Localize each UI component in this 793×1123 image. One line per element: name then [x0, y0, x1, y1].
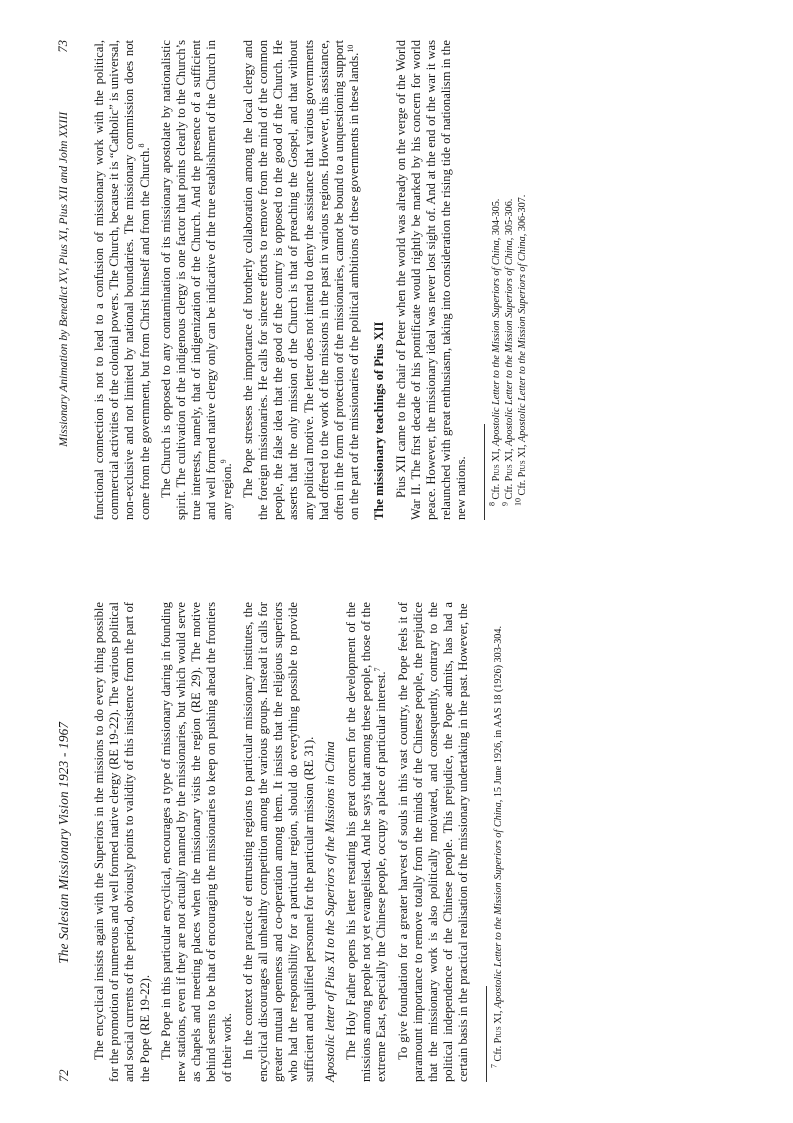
footnote [489, 602, 505, 1082]
footnote-cfr: Cfr. [517, 479, 529, 496]
footnotes [487, 40, 530, 520]
footnote-rest: 15 June 1926, in AAS 18 (1926) 303-304. [492, 625, 504, 798]
footnote-ref: 7 [373, 667, 383, 672]
left-running-head [56, 602, 78, 1082]
footnote-title: Apostolic Letter to the Mission Superiors of China, [517, 233, 529, 442]
footnotes [489, 602, 505, 1082]
footnote-cfr: Cfr. [490, 483, 502, 500]
paragraph-text: The Church is opposed to any contamination of its missionary apostolate by nationalistic spirit. The cultivation of the indigenous clergy is one factor that points clearly to the Church’s true interests, namely, that of indigenization of the Church. And the presence of a sufficient and well formed native clergy only can be indicative of the true establishment of the Church in any region. [158, 40, 234, 520]
paragraph: In the context of the practice of entrusting regions to particular missionary institutes, the encyclical discourages all unhealthy competition among the various groups. Instead it calls for greater mutual openness and co-operation among them. It insists that the religious superiors who had the responsibility for a particular region, should do everything possible to provide sufficient and qualified personnel for the particular mission (RE 31). [240, 602, 316, 1082]
footnote-divider [486, 986, 487, 1082]
footnote-title: Apostolic Letter to the Mission Superiors of China, [492, 799, 504, 1008]
running-head-title: Missionary Animation by Benedict XV, Pius XI, Pius XII and John XXIII [57, 111, 70, 447]
paragraph [92, 40, 153, 520]
right-body-text [92, 40, 470, 520]
footnote-title: Apostolic Letter to the Mission Superiors of China, [504, 237, 516, 446]
footnote-ref: 9 [218, 459, 228, 464]
paragraph: Pius XII came to the chair of Peter when the world was already on the verge of the World War II. The first decade of his pontificate would rightly be marked by his concern for world peace. However, the missionary ideal was never lost sight of. And at the end of the war it was relaunched with great enthusiasm, taking into consideration the rising tide of nationalism in the new nations. [393, 40, 469, 520]
right-page-wrap [0, 0, 793, 561]
footnote-author: Pius XI, [517, 444, 529, 478]
footnote-cfr: Cfr. [504, 483, 516, 500]
footnote [487, 40, 503, 520]
paragraph: The encyclical insists again with the Superiors in the missions to do every thing possible for the promotion of numerous and well formed native clergy (RE 19-22). The various political and social currents of the period, obviously points to validity of this insistence from the part of the Pope (RE 19-22). [92, 602, 152, 1082]
footnote-number: 10 [514, 498, 524, 506]
paragraph [344, 602, 390, 1082]
footnote-rest: 306-307. [517, 194, 529, 232]
paragraph: The Pope in this particular encyclical, encourages a type of missionary daring in founding new stations, even if they are not actually manned by the missionaries, but which would serve as chapels and meeting places when the missionary visits the region (RE 29). The motive behind seems to be that of encouraging the missionaries to keep on pushing ahead the frontiers of their work. [158, 602, 234, 1082]
paragraph-text: The Holy Father opens his letter restating his great concern for the development of the missions among people not yet evangelised. And he says that among these people, those of the extreme East, especially the Chinese people, occupy a place of particular interest. [344, 602, 389, 1082]
footnote-author: Pius XI, [492, 1010, 504, 1044]
footnote-number: 7 [489, 1064, 499, 1068]
section-heading: The missionary teachings of Pius XII [372, 321, 387, 520]
footnote-author: Pius XI, [490, 448, 502, 482]
running-head-title: The Salesian Missionary Vision 1923 - 1967 [56, 721, 71, 964]
paragraph-text: The Pope stresses the importance of brotherly collaboration among the local clergy and the foreign missionaries. He calls for sincere efforts to remove from the mind of the common people, the false idea that the good of the country is opposed to the good of the Church. He asserts that the only mission of the Church is that of preaching the Gospel, and that without any political motive. The letter does not intend to deny the assistance that various governments had offered to the work of the missions in the past in various regions. However, this assistance, often in the form of protection of the missionaries, cannot be bound to a unquestioning support on the part of the missionaries of the political ambitions of these governments in these lands. [240, 40, 362, 520]
footnote-rest: 304-305. [490, 198, 502, 236]
paragraph-text: functional connection is not to lead to a confusion of missionary work with the political, commercial activities of the colonial powers. The Church, because it is “Catholic” is universal, non-exclusive and not limited by national boundaries. The missionary commission does not come from the government, but from Christ himself and from the Church. [92, 40, 152, 520]
section-heading: Apostolic letter of Pius XI to the Superiors of the Missions in China [322, 741, 337, 1082]
left-body-text [92, 602, 472, 1082]
paragraph: To give foundation for a greater harvest of souls in this vast country, the Pope feels it of paramount importance to remove totally from the minds of the Chinese people, the prejudice that the missionary work is also politically motivated, and consequently, contrary to the political independence of the Chinese people. This prejudice, the Pope admits, has had a certain basis in the practical realisation of the missionary undertaking in the past. However, the [395, 602, 471, 1082]
footnote-number: 9 [500, 502, 510, 506]
right-page [56, 40, 736, 520]
page-number: 73 [56, 40, 70, 53]
paragraph [241, 40, 363, 520]
footnote-title: Apostolic Letter to the Mission Superiors of China, [490, 237, 502, 446]
left-page-wrap [0, 562, 793, 1123]
footnote [500, 40, 516, 520]
right-running-head [56, 40, 78, 520]
page-number: 72 [57, 1069, 71, 1082]
left-page [56, 602, 736, 1082]
footnote-ref: 8 [136, 143, 146, 148]
footnote-author: Pius XI, [504, 448, 516, 482]
footnote-rest: 305-306. [504, 198, 516, 236]
paragraph [159, 40, 235, 520]
footnote [514, 40, 529, 520]
footnote-number: 8 [487, 502, 497, 506]
footnote-divider [484, 424, 485, 520]
footnote-cfr: Cfr. [492, 1045, 504, 1062]
footnote-ref: 10 [346, 44, 356, 53]
